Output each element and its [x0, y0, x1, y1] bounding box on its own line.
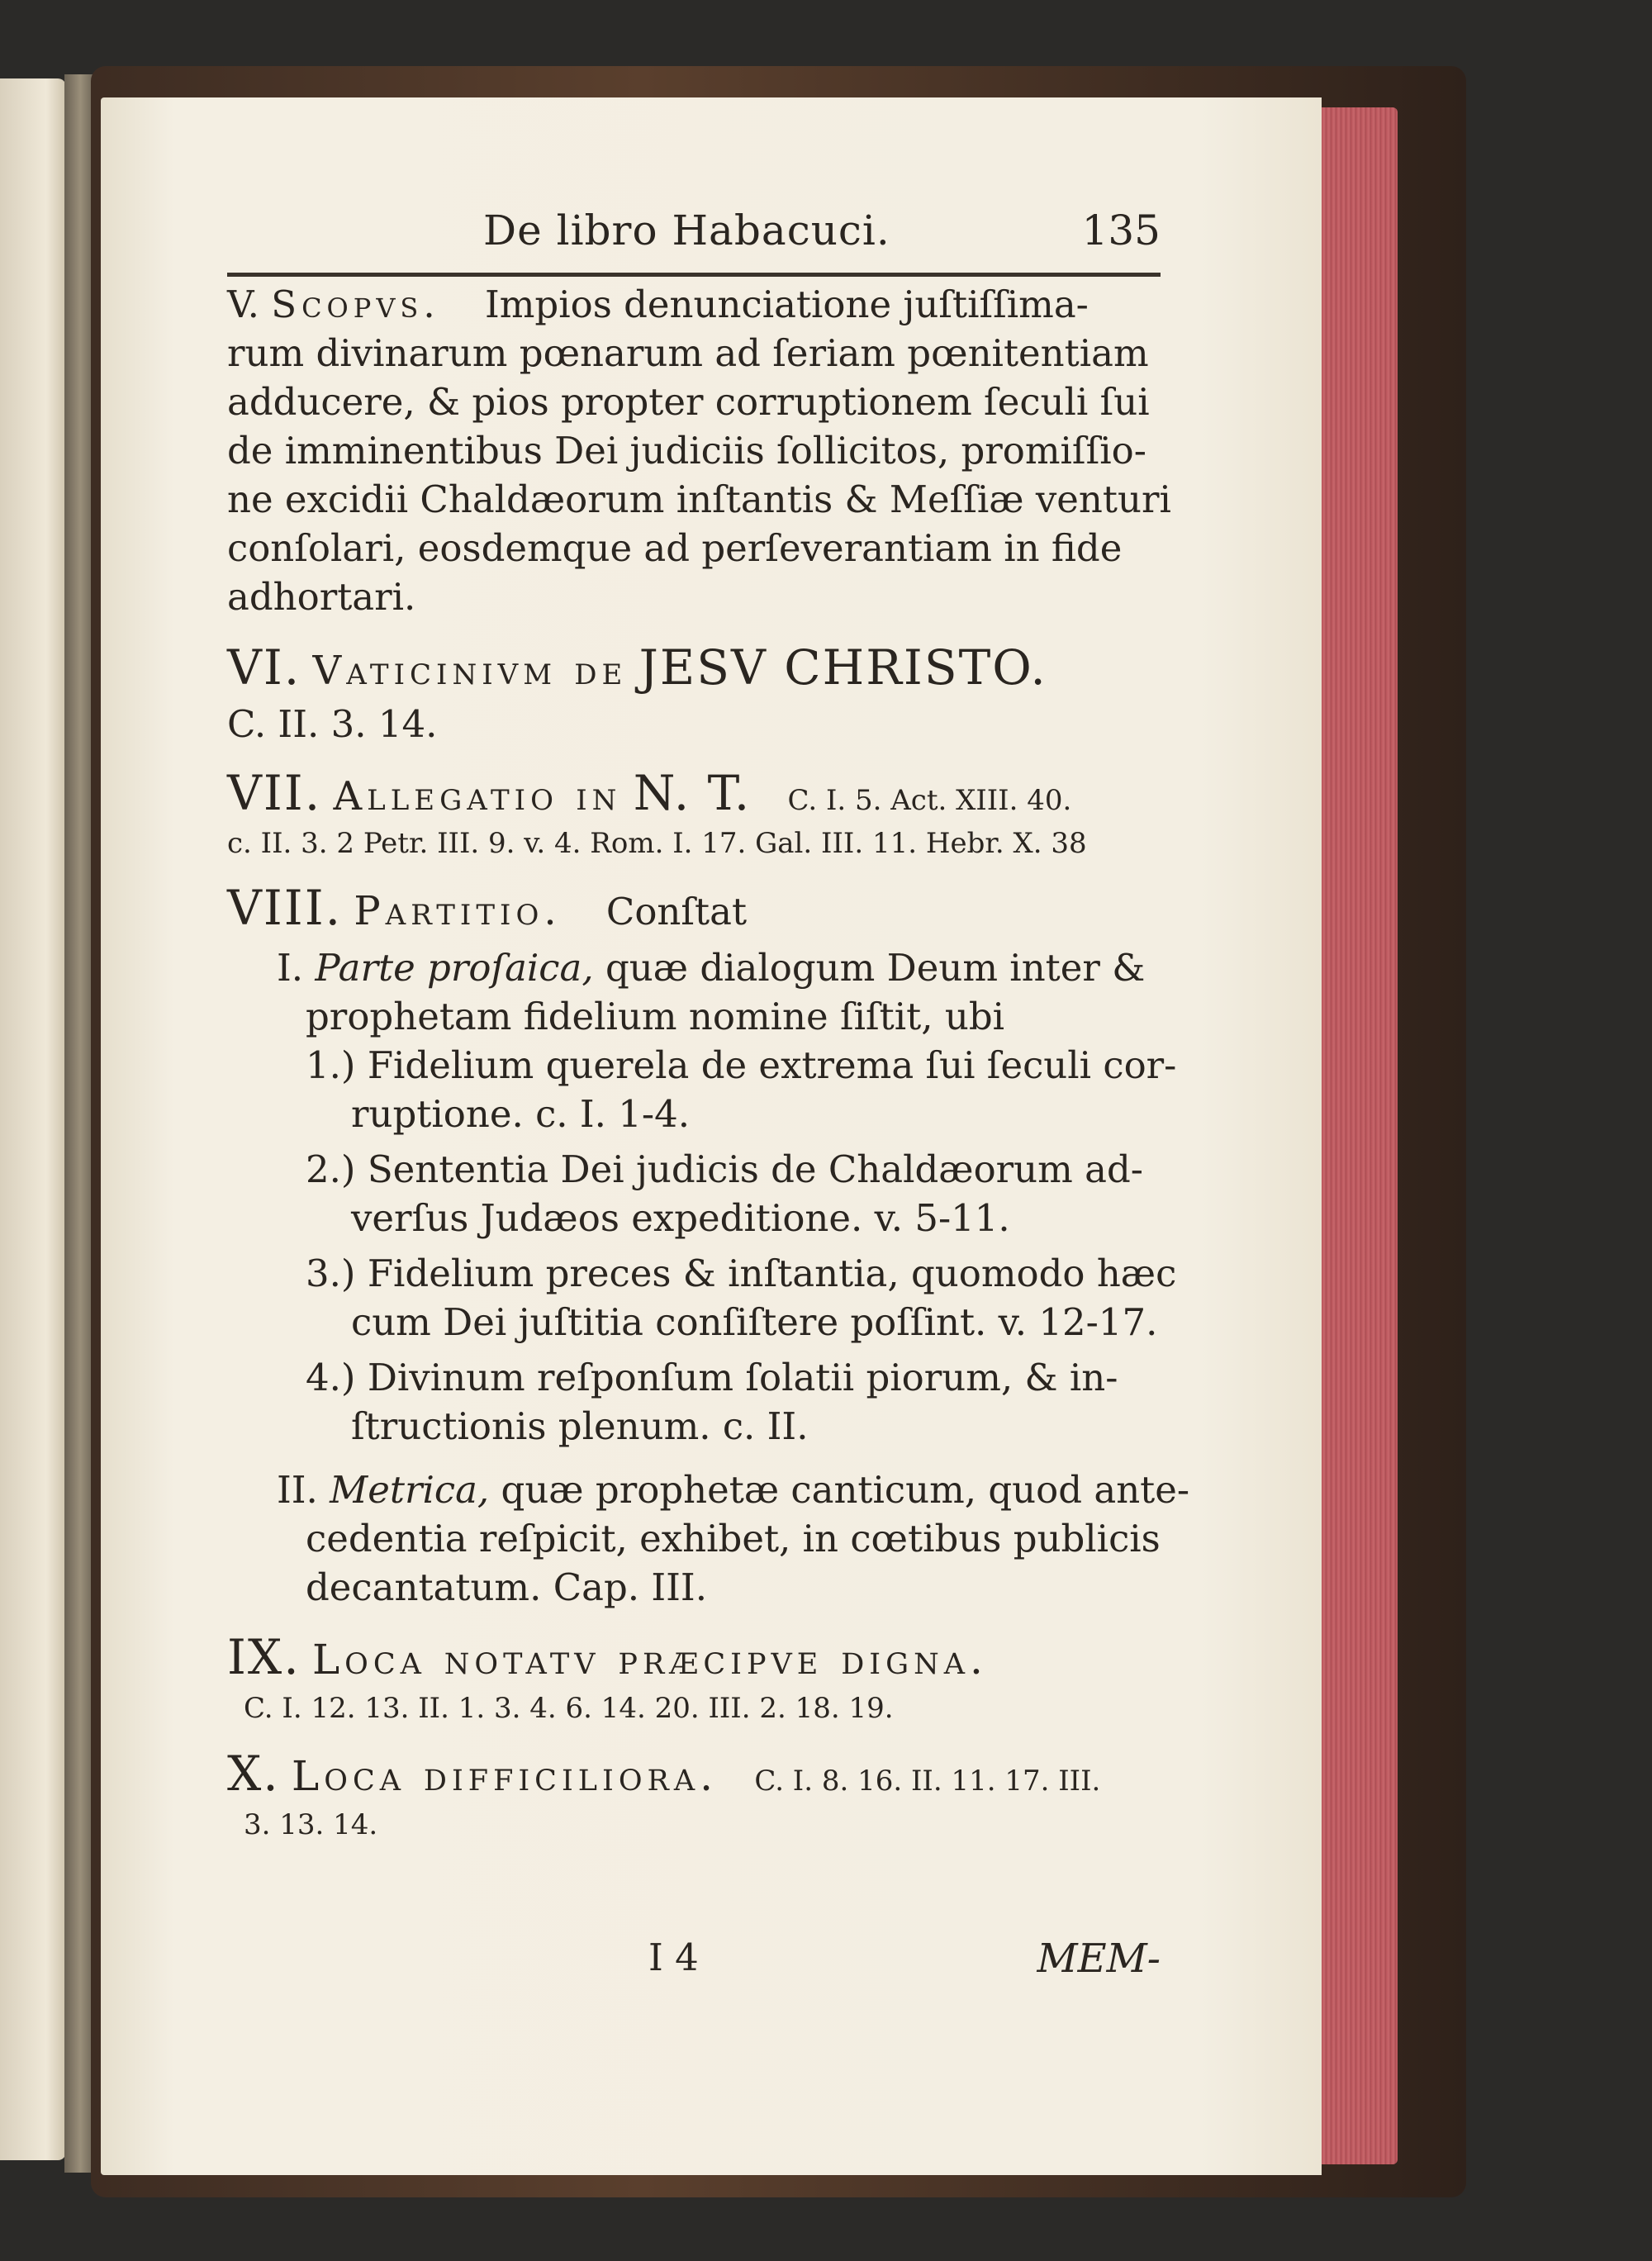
section-partitio	[227, 880, 1190, 1612]
text-line: Impios denunciatione juſtiſſima-	[484, 283, 1089, 326]
section-numeral: V.	[227, 283, 259, 326]
text-line: prophetam fidelium nomine ſiſtit, ubi	[306, 995, 1005, 1038]
reference-line: C. II. 3. 14.	[227, 702, 438, 746]
text-line: Sententia Dei judicis de Chaldæorum ad-	[367, 1147, 1143, 1191]
section-scopus	[227, 280, 1171, 621]
item-number: 3.)	[306, 1252, 356, 1295]
section-numeral: VIII.	[227, 880, 343, 936]
text-line: quæ prophetæ canticum, quod ante-	[501, 1468, 1190, 1512]
text-line: Divinum reſponſum ſolatii piorum, & in-	[367, 1356, 1118, 1399]
text-line: quæ dialogum Deum inter &	[605, 946, 1146, 990]
text-line: rum divinarum pœnarum ad ſeriam pœnitentiam	[227, 331, 1149, 375]
section-numeral: VII.	[227, 765, 322, 821]
section-loca-difficiliora	[227, 1746, 1161, 1845]
text-line: decantatum. Cap. III.	[306, 1565, 708, 1609]
text-line: adducere, & pios propter corruptionem ſeculi ſui	[227, 380, 1150, 424]
text-line: Fidelium querela de extrema ſui ſeculi cor-	[367, 1043, 1177, 1087]
text-line: Conſtat	[605, 890, 748, 933]
page-content	[227, 207, 1190, 1993]
section-allegatio	[227, 767, 1161, 863]
reference-line: C. I. 8. 16. II. 11. 17. III.	[754, 1765, 1101, 1798]
item-number: 1.)	[306, 1043, 356, 1087]
page-footer	[227, 1936, 1161, 1993]
running-title: De libro Habacuci.	[483, 207, 890, 254]
page-number: 135	[1081, 207, 1161, 254]
left-page-edge	[0, 78, 66, 2160]
text-line: cedentia reſpicit, exhibet, in cœtibus publicis	[306, 1517, 1161, 1560]
text-line: ne excidii Chaldæorum inſtantis & Meſſiæ venturi	[227, 477, 1171, 521]
item-number: 4.)	[306, 1356, 356, 1399]
section-heading: Allegatio in	[333, 773, 622, 819]
text-line: cum Dei juſtitia conſiſtere poſſint. v. 12-17.	[351, 1300, 1158, 1344]
part-title: Metrica,	[330, 1468, 490, 1512]
section-heading: Loca difficiliora.	[292, 1752, 719, 1800]
part-numeral: II.	[277, 1468, 318, 1512]
red-page-edges	[1322, 107, 1398, 2164]
text-line: verſus Judæos expeditione. v. 5-11.	[351, 1196, 1010, 1240]
text-line: Fidelium preces & inſtantia, quomodo hæc	[367, 1252, 1177, 1295]
reference-line: C. I. 12. 13. II. 1. 3. 4. 6. 14. 20. III. 2. 18. 19.	[244, 1692, 894, 1725]
section-vaticinium	[227, 639, 1161, 748]
reference-line: c. II. 3. 2 Petr. III. 9. v. 4. Rom. I. 17. Gal. III. 11. Hebr. X. 38	[227, 827, 1087, 860]
part-numeral: I.	[277, 946, 304, 990]
section-numeral: IX.	[227, 1629, 301, 1685]
reference-line: 3. 13. 14.	[244, 1808, 378, 1841]
section-heading: Vaticinivm de	[312, 648, 628, 694]
catchword: MEM-	[1037, 1936, 1161, 1982]
text-line: adhortari.	[227, 575, 416, 619]
text-line: conſolari, eosdemque ad perſeverantiam in fide	[227, 526, 1123, 570]
section-loca-notatu	[227, 1630, 1161, 1728]
text-line: ſtructionis plenum. c. II.	[351, 1404, 809, 1448]
section-numeral: VI.	[227, 639, 301, 696]
signature-mark: I 4	[648, 1936, 699, 1979]
section-numeral: X.	[227, 1746, 280, 1802]
part-title: Parte proſaica,	[315, 946, 594, 990]
text-line: de imminentibus Dei judiciis ſollicitos, promiſſio-	[227, 429, 1146, 473]
item-number: 2.)	[306, 1147, 356, 1191]
section-heading-name: JESV CHRISTO.	[638, 639, 1047, 696]
text-line: ruptione. c. I. 1-4.	[351, 1092, 691, 1136]
section-heading: Partitio.	[354, 888, 562, 934]
section-heading-nt: N. T.	[633, 765, 752, 821]
reference-line: C. I. 5. Act. XIII. 40.	[787, 784, 1072, 817]
section-heading: Loca notatv præcipve digna.	[311, 1636, 988, 1684]
section-heading: Scopvs.	[271, 283, 440, 326]
running-header	[227, 207, 1161, 277]
